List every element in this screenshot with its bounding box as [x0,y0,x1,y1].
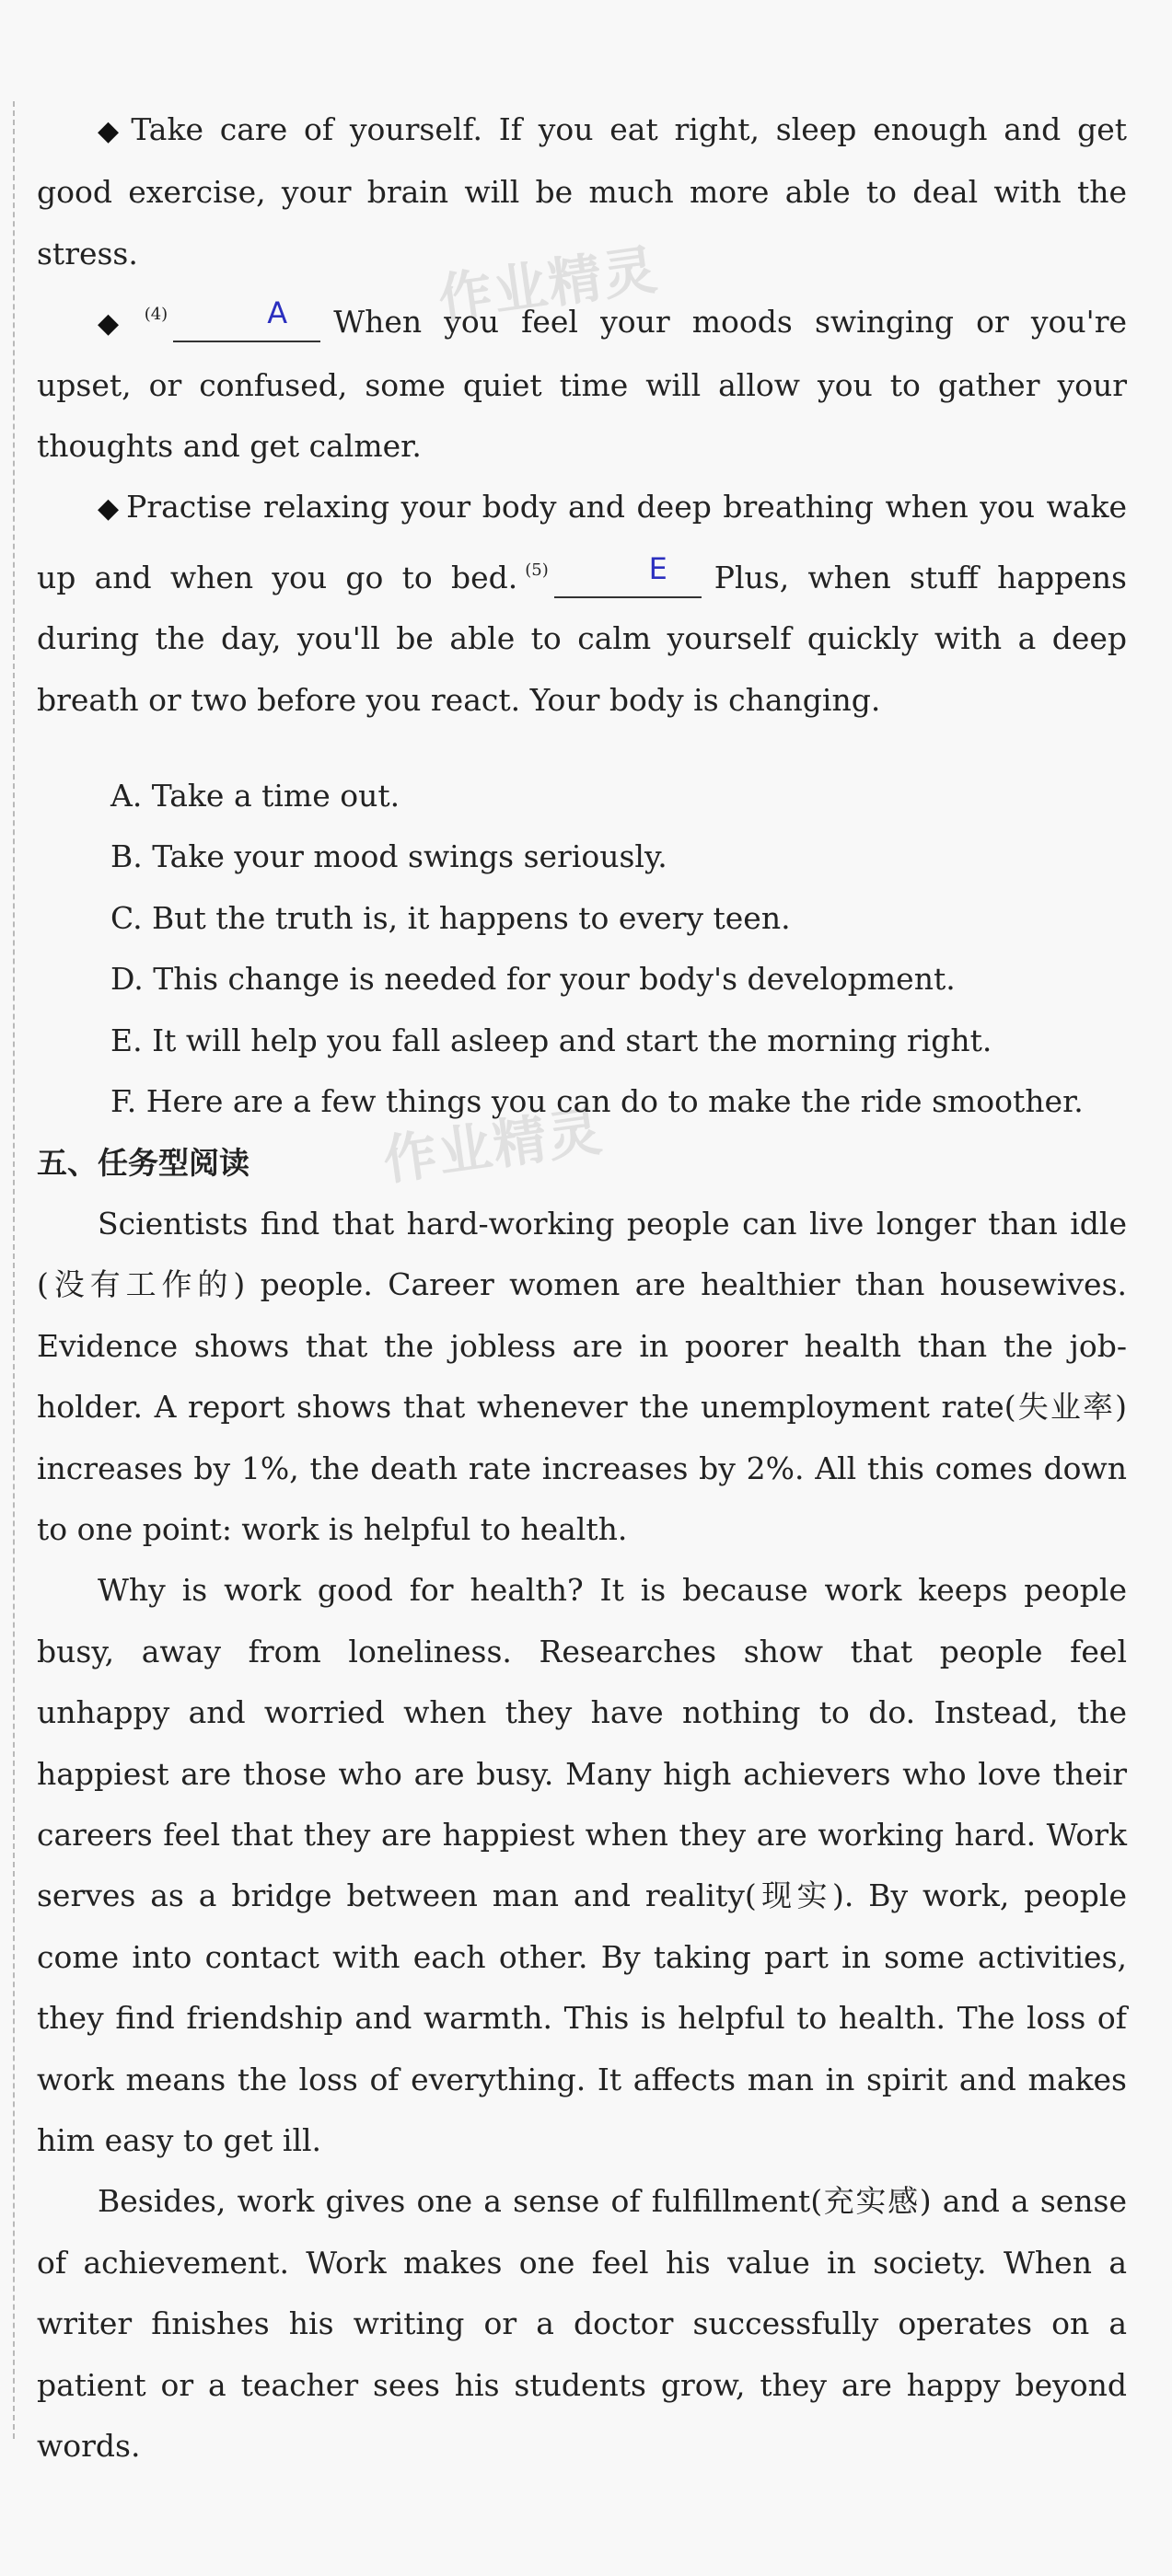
section-title: 五、任务型阅读 [37,1144,249,1181]
passage-content [37,99,1127,2477]
option-f: F. Here are a few things you can do to make the ride smoother. [110,1083,1084,1120]
bullet-3-text: Practise relaxing your body and deep breathing when you wake up and when you go to bed. [37,489,1127,595]
options-list [37,766,1127,1132]
watermark: 作业精灵 [379,1099,608,1193]
reading-paragraph-1: Scientists find that hard-working people can live longer than idle (没有工作的) people. Career women are healthier than housewives. Evidence shows that the jobless are in poorer health than the job-holder. A report shows that whenever the unemployment rate(失业率) increases by 1%, the death rate increases by 2%. All this comes down to one point: work is helpful to health. [37,1205,1127,1547]
reading-paragraph-2: Why is work good for health? It is because work keeps people busy, away from loneliness. Researches show that people feel unhappy and worried when they have nothing to do. Instead, the happiest are those who are busy. Many high achievers who love their careers feel that they are happiest when they are working hard. Work serves as a bridge between man and reality(现实). By work, people come into contact with each other. By taking part in some activities, they find friendship and warmth. This is helpful to health. The loss of work means the loss of everything. It affects man in spirit and makes him easy to get ill. [37,1572,1127,2158]
option-e: E. It will help you fall asleep and start the morning right. [110,1022,992,1058]
option-b: B. Take your mood swings seriously. [110,838,667,875]
black-diamond-icon: ◆ [98,115,126,147]
answer-blank-5[interactable] [554,550,702,598]
answer-4: A [267,295,288,331]
bullet-3-tail: Plus, when stuff happens during the day, you'll be able to calm yourself quickly with a deep breath or two before you react. Your body is changing. [37,559,1127,718]
bullet-paragraph-1 [37,99,1127,284]
bullet-paragraph-2 [37,284,1127,477]
question-number-5: (5) [525,560,549,580]
answer-5: E [648,550,667,586]
watermark: 作业精灵 [435,237,663,331]
black-diamond-icon: ◆ [98,307,132,341]
option-a: A. Take a time out. [110,778,400,814]
bullet-paragraph-3 [37,477,1127,731]
bullet-2-text: When you feel your moods swinging or you're upset, or confused, some quiet time will allow you to gather your thoughts and get calmer. [37,304,1127,465]
question-number-4: (4) [144,305,168,325]
option-c: C. But the truth is, it happens to every teen. [110,899,791,936]
black-diamond-icon: ◆ [98,492,122,526]
binding-dashed-line [13,101,15,2439]
bullet-1-text: Take care of yourself. If you eat right, sleep enough and get good exercise, your brain will be much more able to deal with the stress. [37,111,1127,271]
reading-paragraph-3: Besides, work gives one a sense of fulfillment(充实感) and a sense of achievement. Work makes one feel his value in society. When a writer finishes his writing or a doctor successfully operates on a patient or a teacher sees his students grow, they are happy beyond words. [37,2183,1127,2465]
option-d: D. This change is needed for your body's development. [110,961,956,998]
answer-blank-4[interactable] [173,295,320,342]
